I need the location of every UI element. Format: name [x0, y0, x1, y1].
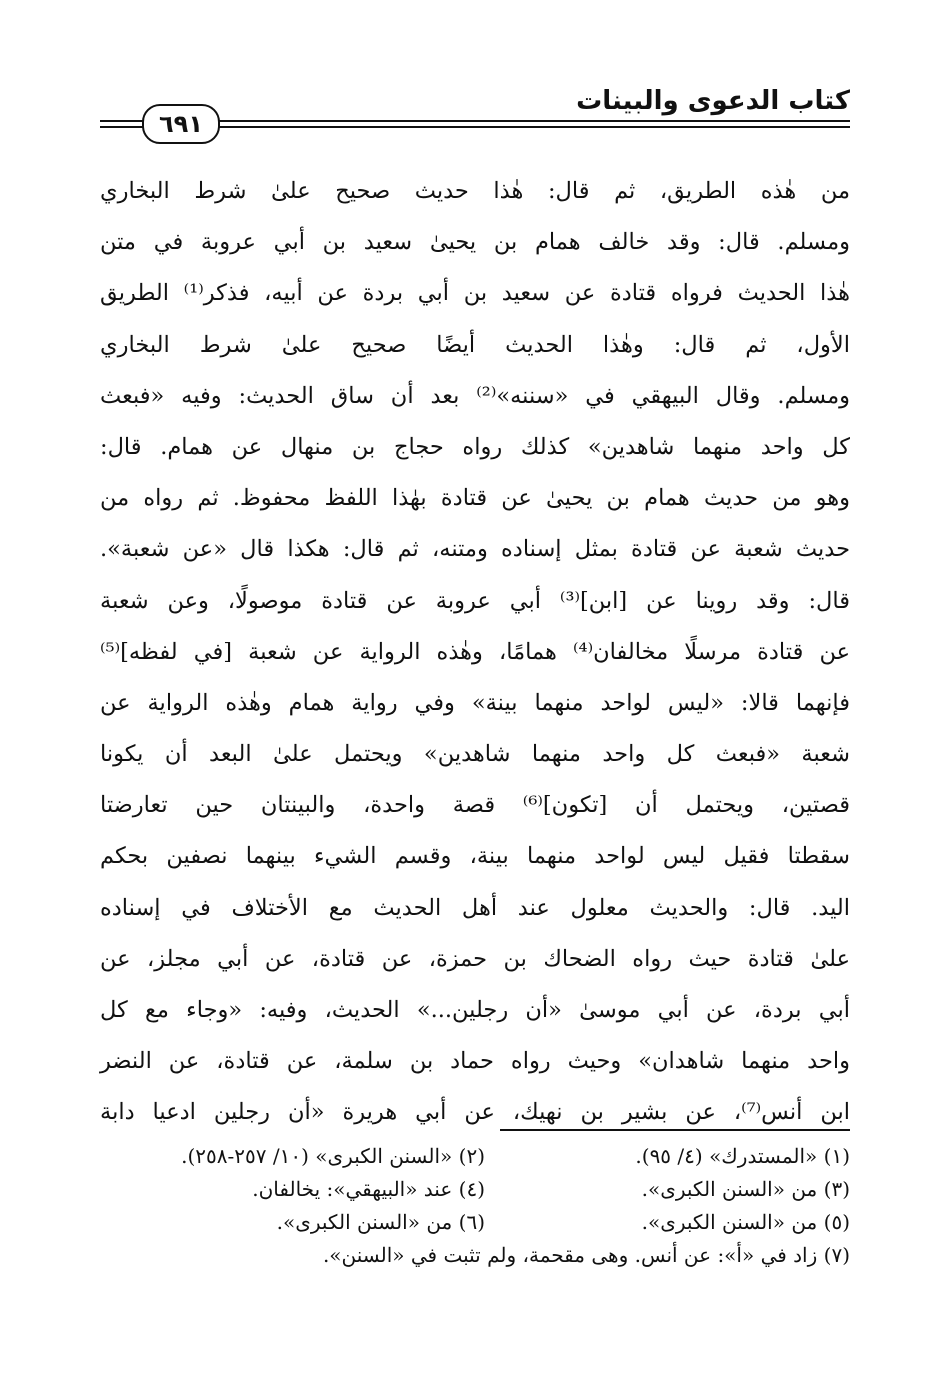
text-line: الأول، ثم قال: وهٰذا الحديث أيضًا صحيح علىٰ شرط البخاري — [100, 331, 850, 358]
text-line: فإنهما قالا: «ليس لواحد منهما بينة» وفي رواية همام وهٰذه الرواية عن — [100, 689, 850, 716]
footnote: (١) «المستدرك» (٤/ ٩٥). — [635, 1144, 850, 1168]
text-line: هٰذا الحديث فرواه قتادة عن سعيد بن أبي بردة عن أبيه، فذكر⁽¹⁾ الطريق — [100, 280, 850, 307]
footnote: (٥) من «السنن الكبرى». — [641, 1210, 850, 1234]
text-line: قال: وقد روينا عن [ابن]⁽³⁾ أبي عروبة عن قتادة موصولًا، وعن شعبة — [100, 587, 850, 614]
text-line: كل واحد منهما شاهدين» كذلك رواه حجاج بن منهال عن همام. قال: — [100, 433, 850, 460]
footnote: (٧) زاد في «أ»: عن أنس. وهى مقحمة، ولم تثبت في «السنن». — [322, 1243, 850, 1267]
footnote-row — [100, 1173, 850, 1206]
text-line: ومسلم. قال: وقد خالف همام بن يحيىٰ سعيد بن أبي عروبة في متن — [100, 229, 850, 256]
page-number-badge: ٦٩١ — [142, 104, 220, 144]
text-line: علىٰ قتادة حيث رواه الضحاك بن حمزة، عن قتادة، عن أبي مجلز، عن — [100, 945, 850, 972]
footnote: (٢) «السنن الكبرى» (١٠/ ٢٥٧-٢٥٨). — [181, 1144, 485, 1168]
footnote-separator — [500, 1129, 850, 1131]
page-header — [100, 84, 850, 144]
text-line: وهو من حديث همام بن يحيىٰ عن قتادة بهٰذا اللفظ محفوظ. ثم رواه من — [100, 485, 850, 512]
text-line: أبي بردة، عن أبي موسىٰ «أن رجلين...» الحديث، وفيه: «وجاء مع كل — [100, 997, 850, 1023]
text-line: من هٰذه الطريق، ثم قال: هٰذا حديث صحيح علىٰ شرط البخاري — [100, 178, 850, 204]
footnote-row — [100, 1140, 850, 1173]
text-line: ابن أنس⁽⁷⁾، عن بشير بن نهيك، عن أبي هريرة «أن رجلين ادعيا دابة — [100, 1099, 850, 1126]
text-line: قصتين، ويحتمل أن [تكون]⁽⁶⁾ قصة واحدة، والبينتان حين تعارضتا — [100, 792, 850, 819]
main-text — [100, 166, 850, 1139]
footnote: (٣) من «السنن الكبرى». — [641, 1177, 850, 1201]
text-line: شعبة «فبعث كل واحد منهما شاهدين» ويحتمل علىٰ البعد أن يكونا — [100, 741, 850, 768]
text-line: عن قتادة مرسلًا مخالفان⁽⁴⁾ همامًا، وهٰذه الرواية عن شعبة [في لفظه]⁽⁵⁾ — [100, 638, 850, 665]
text-line: واحد منهما شاهدان» وحيث رواه حماد بن سلمة، عن قتادة، عن النضر — [100, 1048, 850, 1075]
footnote-row — [100, 1206, 850, 1239]
book-title: كتاب الدعوى والبينات — [576, 86, 850, 116]
text-line: اليد. قال: والحديث معلول عند أهل الحديث مع الأختلاف في إسناده — [100, 894, 850, 921]
text-line: ومسلم. وقال البيهقي في «سننه»⁽²⁾ بعد أن ساق الحديث: وفيه «فبعث — [100, 382, 850, 409]
text-line: سقطتا فقيل ليس لواحد منهما بينة، وقسم الشيء بينهما نصفين بحكم — [100, 843, 850, 870]
footnotes — [100, 1140, 850, 1272]
footnote: (٦) من «السنن الكبرى». — [276, 1210, 485, 1234]
footnote: (٤) عند «البيهقي»: يخالفان. — [252, 1177, 485, 1201]
footnote-row — [100, 1239, 850, 1272]
text-line: حديث شعبة عن قتادة بمثل إسناده ومتنه، ثم قال: هكذا قال «عن شعبة». — [100, 536, 850, 563]
